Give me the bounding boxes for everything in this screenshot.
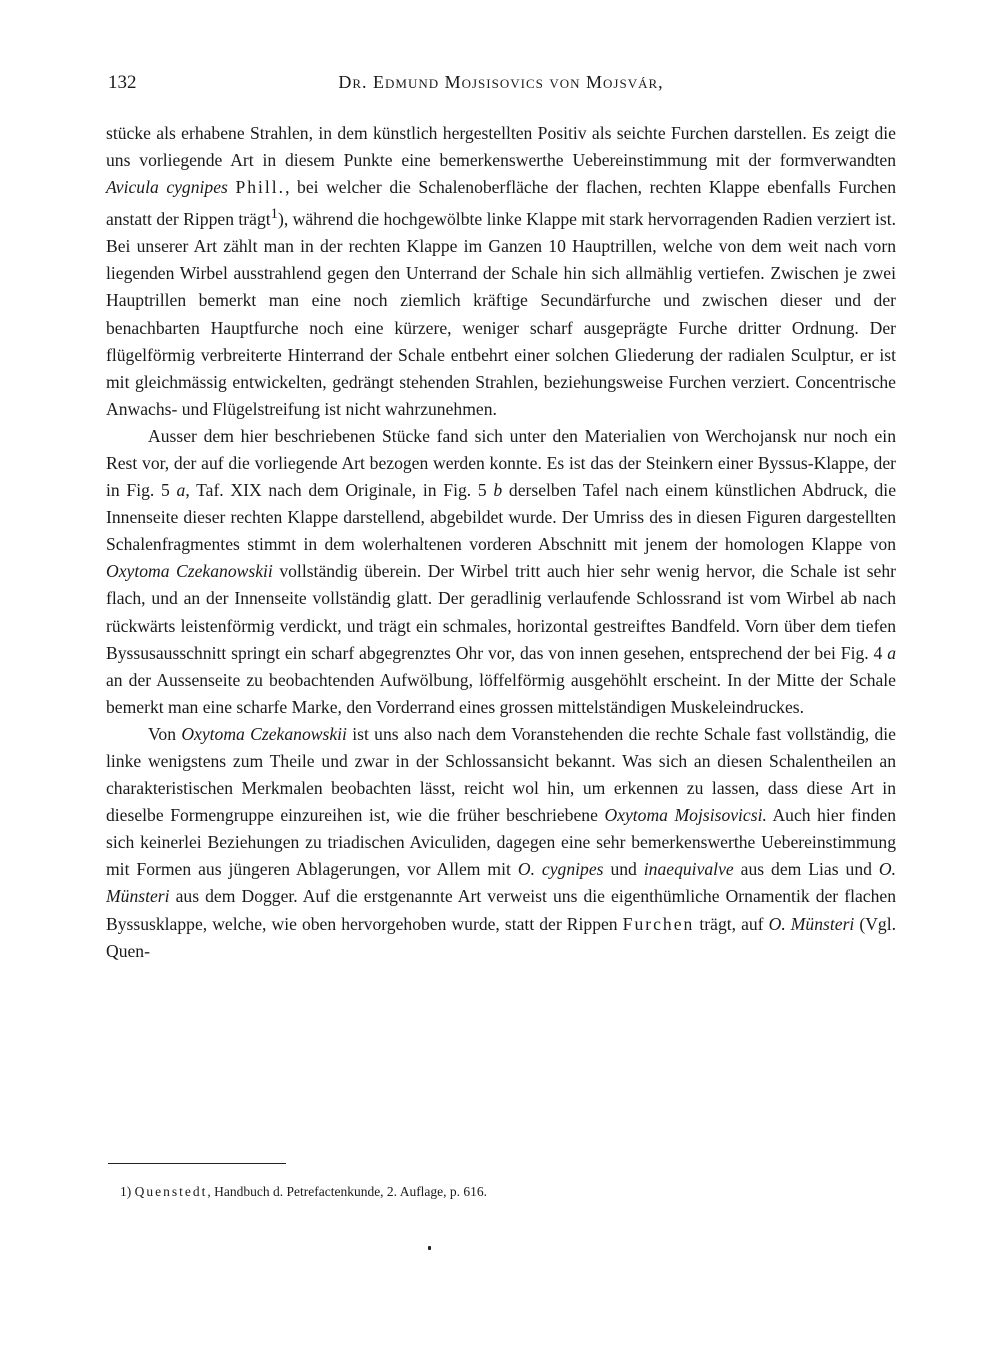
paragraph-3-text-1: Von [148, 723, 182, 744]
print-speck [428, 1246, 431, 1250]
species-name-avicula-cygnipes: Avicula cygnipes [106, 177, 228, 198]
paragraph-3-text-8: (Vgl. Quen- [106, 913, 897, 961]
figure-letter-a-2: a [887, 642, 896, 663]
footnote-marker: 1) [120, 1184, 132, 1199]
species-name-inaequivalve: inaequivalve [643, 859, 734, 880]
footnote [120, 1183, 820, 1201]
paragraph-3-text-3: Auch hier finden sich keinerlei Beziehungen zu triadischen Aviculiden, dagegen eine sehr bemerkenswerthe Uebereinstimmung mit Formen aus jüngeren Ablagerungen, vor Allem mit [106, 805, 896, 880]
footnote-author: Quenstedt [134, 1184, 208, 1199]
paragraph-3-text-7: trägt, auf [694, 913, 769, 934]
paragraph-1-text-3: , bei welcher die Schalenoberfläche der flachen, rechten Klappe ebenfalls Furchen anstatt der Rippen trägt [106, 177, 896, 230]
page-header [108, 72, 894, 102]
paragraph-3-text-4: und [603, 859, 644, 880]
author-name-phill: Phill. [235, 177, 286, 198]
paragraph-3-text-5: aus dem Lias und [733, 859, 879, 880]
figure-letter-b: b [493, 480, 503, 501]
paragraph-3-text-6: aus dem Dogger. Auf die erstgenannte Art verweist uns die eigenthümliche Ornamentik der flachen Byssusklappe, welche, wie oben hervorgehoben wurde, statt der Rippen [106, 886, 896, 934]
paragraph-1-text-1: stücke als erhabene Strahlen, in dem künstlich hergestellten Positiv als seichte Furchen darstellen. Es zeigt die uns vorliegende Art in diesem Punkte eine bemerkenswerthe Uebereinstimmung mit der formverwandten [106, 123, 896, 171]
species-name-oxytoma-czekanowskii-2: Oxytoma Czekanowskii [181, 723, 347, 744]
footnote-reference-1: 1 [270, 206, 278, 223]
species-name-oxytoma-czekanowskii: Oxytoma Czekanowskii [106, 561, 273, 582]
paragraph-2-text-5: an der Aussenseite zu beobachtenden Aufwölbung, löffelförmig ausgehöhlt erscheint. In der Mitte der Schale bemerkt man eine scharfe Marke, den Vorderrand eines grossen mittelständigen Muskeleindruckes. [106, 669, 896, 717]
paragraph-2-text-2: , Taf. XIX nach dem Originale, in Fig. 5 [185, 480, 494, 501]
running-head: Dr. Edmund Mojsisovics von Mojsvár, [338, 72, 664, 92]
species-name-o-munsteri: O. Münsteri [106, 859, 897, 907]
paragraph-2 [106, 423, 896, 721]
body-text [106, 120, 896, 965]
species-name-o-munsteri-2: O. Münsteri [768, 913, 855, 934]
species-name-oxytoma-mojsisovicsi: Oxytoma Mojsisovicsi. [604, 805, 767, 826]
page-number: 132 [108, 72, 137, 93]
paragraph-1 [106, 120, 896, 423]
footnote-divider [108, 1163, 286, 1164]
paragraph-3 [106, 721, 896, 965]
footnote-text: , Handbuch d. Petrefactenkunde, 2. Auflage, p. 616. [207, 1184, 488, 1199]
paragraph-1-text-4: ), während die hochgewölbte linke Klappe mit stark hervorragenden Radien verziert ist. Bei unserer Art zählt man in der rechten Klappe im Ganzen 10 Hauptrillen, welche von dem weit nach vorn liegenden Wirbel ausstrahlend gegen den Unterrand der Schale hin sich allmählig vertiefen. Zwischen je zwei Hauptrillen bemerkt man eine noch ziemlich kräftige Secundärfurche und zwischen dieser und der benachbarten Hauptfurche noch eine kürzere, weniger scharf ausgeprägte Furche dritter Ordnung. Der flügelförmig verbreiterte Hinterrand der Schale entbehrt einer solchen Gliederung der radialen Sculptur, er ist mit gleichmässig entwickelten, gedrängt stehenden Strahlen, beziehungsweise Furchen verziert. Concentrische Anwachs- und Flügelstreifung ist nicht wahrzunehmen. [106, 209, 896, 419]
species-name-o-cygnipes: O. cygnipes [517, 859, 604, 880]
paragraph-3-text-2: ist uns also nach dem Voranstehenden die rechte Schale fast vollständig, die linke wenigstens zum Theile und zwar in der Schlossansicht bekannt. Was sich an diesen Schalentheilen an charakteristischen Merkmalen beobachten lässt, reicht wol hin, um erkennen zu lassen, dass diese Art in dieselbe Formengruppe einzureihen ist, wie die früher beschriebene [106, 723, 896, 826]
paragraph-2-text-1: Ausser dem hier beschriebenen Stücke fand sich unter den Materialien von Werchojansk nur noch ein Rest vor, der auf die vorliegende Art bezogen werden konnte. Es ist das der Steinkern einer Byssus-Klappe, der in Fig. 5 [106, 425, 896, 501]
emphasis-furchen: Furchen [622, 913, 695, 934]
figure-letter-a: a [176, 480, 186, 501]
paragraph-2-text-4: vollständig überein. Der Wirbel tritt auch hier sehr wenig hervor, die Schale ist sehr flach, und an der Innenseite vollständig glatt. Der geradlinig verlaufende Schlossrand ist vom Wirbel ab nach rückwärts leistenförmig verdickt, und trägt ein schmales, horizontal gestreiftes Bandfeld. Vorn über dem tiefen Byssusausschnitt springt ein scharf abgegrenztes Ohr vor, das von innen gesehen, entsprechend der bei Fig. 4 [106, 561, 897, 663]
paragraph-2-text-3: derselben Tafel nach einem künstlichen Abdruck, die Innenseite dieser rechten Klappe darstellend, abgebildet wurde. Der Umriss des in diesen Figuren dargestellten Schalenfragmentes stimmt in dem wolerhaltenen vorderen Abschnitt mit jenem der homologen Klappe von [106, 480, 897, 555]
